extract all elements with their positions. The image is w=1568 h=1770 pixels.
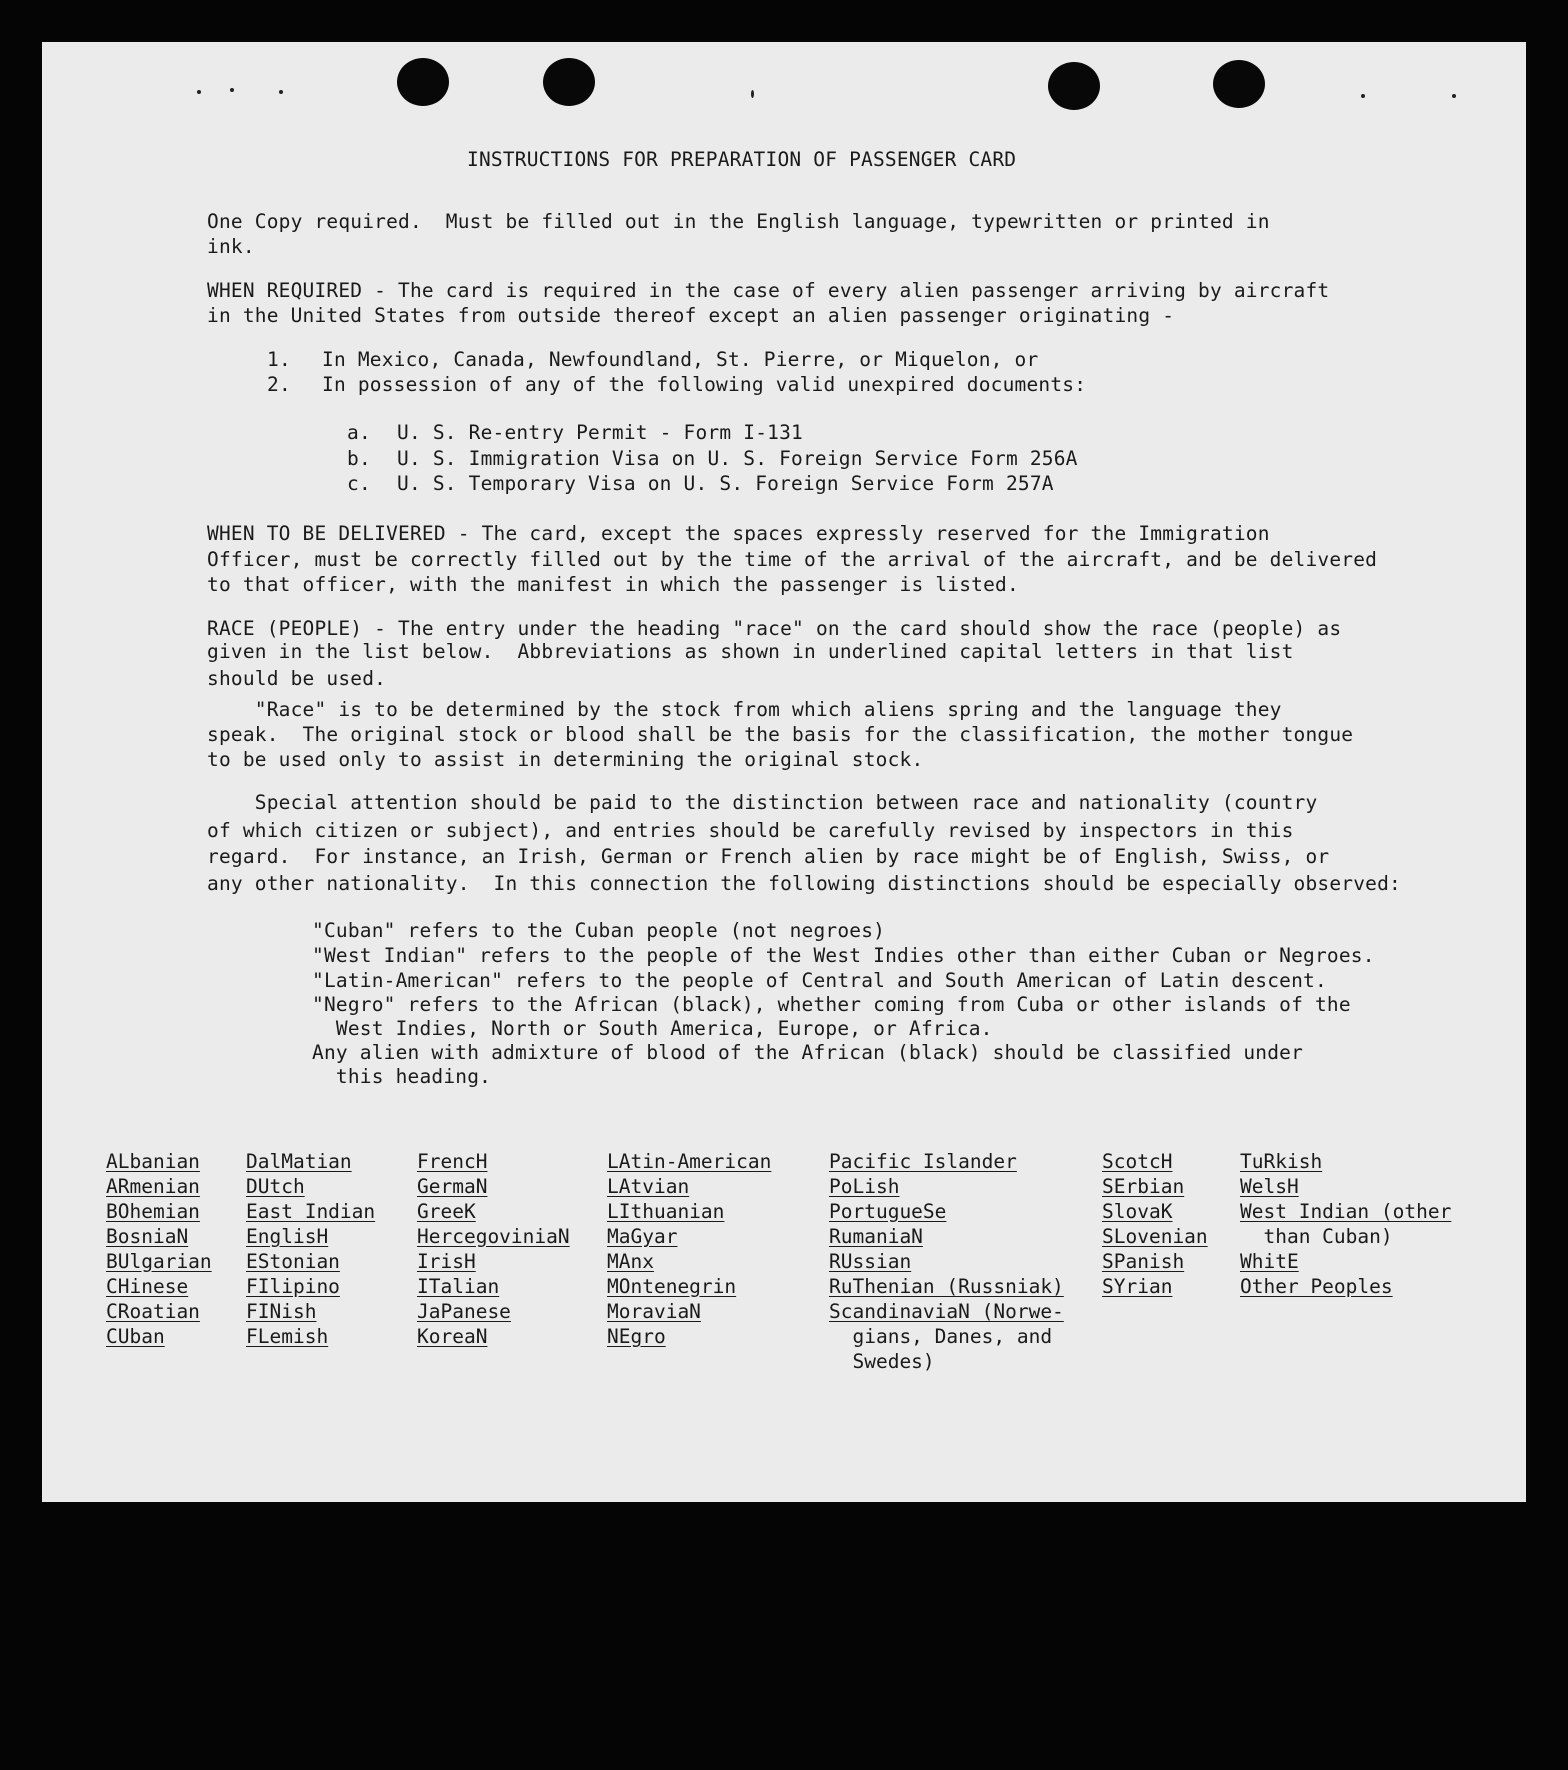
race-list-item: BOhemian xyxy=(106,1200,200,1223)
race-list-item: DalMatian xyxy=(246,1150,352,1173)
race-list-item: ITalian xyxy=(417,1275,500,1298)
punch-hole xyxy=(543,58,595,106)
race-list-item: West Indian (other xyxy=(1240,1200,1452,1223)
page-title: INSTRUCTIONS FOR PREPARATION OF PASSENGER CARD xyxy=(467,148,1017,171)
race-definition-line: to be used only to assist in determining the original stock. xyxy=(207,748,924,771)
race-list-item: SlovaK xyxy=(1102,1200,1173,1223)
race-line: RACE (PEOPLE) - The entry under the heading "race" on the card should show the race (people) as xyxy=(207,617,1342,640)
speck-mark xyxy=(197,90,201,94)
race-list-item: Swedes) xyxy=(829,1350,935,1373)
intro-line: ink. xyxy=(207,235,255,258)
distinction-line: Any alien with admixture of blood of the African (black) should be classified under xyxy=(312,1041,1304,1064)
origin-number: 1. xyxy=(267,348,291,371)
race-list-item: ALbanian xyxy=(106,1150,200,1173)
race-list-item: RUssian xyxy=(829,1250,912,1273)
race-list-column xyxy=(1240,1149,1451,1299)
race-list-item: Other Peoples xyxy=(1240,1275,1393,1298)
special-attention-line: any other nationality. In this connection the following distinctions should be especially observed: xyxy=(207,872,1401,895)
when-delivered-line: to that officer, with the manifest in which the passenger is listed. xyxy=(207,573,1019,596)
special-attention-line: regard. For instance, an Irish, German or French alien by race might be of English, Swiss, or xyxy=(207,845,1330,868)
speck-mark xyxy=(1361,94,1365,98)
race-list-item: ScandinaviaN (Norwe- xyxy=(829,1300,1064,1323)
punch-hole xyxy=(397,58,449,106)
race-list-item: EnglisH xyxy=(246,1225,329,1248)
race-list-item: GreeK xyxy=(417,1200,476,1223)
speck-mark xyxy=(751,90,754,98)
race-list-item: CUban xyxy=(106,1325,165,1348)
race-list-item: LAtvian xyxy=(607,1175,690,1198)
race-list-item: IrisH xyxy=(417,1250,476,1273)
origin-number: 2. xyxy=(267,373,291,396)
race-list-item: LIthuanian xyxy=(607,1200,725,1223)
when-required-line: in the United States from outside thereof except an alien passenger originating - xyxy=(207,304,1175,327)
race-list-item: ScotcH xyxy=(1102,1150,1173,1173)
when-delivered-line: WHEN TO BE DELIVERED - The card, except the spaces expressly reserved for the Immigration xyxy=(207,522,1270,545)
race-line: should be used. xyxy=(207,667,387,690)
race-definition-line: speak. The original stock or blood shall be the basis for the classification, the mother tongue xyxy=(207,723,1354,746)
race-list-item: SPanish xyxy=(1102,1250,1185,1273)
race-list-column xyxy=(417,1149,570,1349)
race-list-item: HercegoviniaN xyxy=(417,1225,570,1248)
race-list-item: EStonian xyxy=(246,1250,340,1273)
when-required-line: WHEN REQUIRED - The card is required in the case of every alien passenger arriving by aircraft xyxy=(207,279,1330,302)
document-text: U. S. Immigration Visa on U. S. Foreign Service Form 256A xyxy=(397,447,1078,470)
race-list-item: BUlgarian xyxy=(106,1250,212,1273)
distinction-line: this heading. xyxy=(312,1065,492,1088)
race-list-item: JaPanese xyxy=(417,1300,511,1323)
race-list-item: FLemish xyxy=(246,1325,329,1348)
document-letter: a. xyxy=(347,421,371,444)
intro-line: One Copy required. Must be filled out in the English language, typewritten or printed in xyxy=(207,210,1270,233)
race-list-column xyxy=(607,1149,771,1349)
race-list-item: NEgro xyxy=(607,1325,666,1348)
speck-mark xyxy=(1452,94,1456,98)
race-list-item: ARmenian xyxy=(106,1175,200,1198)
race-list-item: Pacific Islander xyxy=(829,1150,1017,1173)
race-list-item: RumaniaN xyxy=(829,1225,923,1248)
race-list-item: RuThenian (Russniak) xyxy=(829,1275,1064,1298)
race-list-column xyxy=(246,1149,375,1349)
race-list-item: CRoatian xyxy=(106,1300,200,1323)
origin-text: In Mexico, Canada, Newfoundland, St. Pierre, or Miquelon, or xyxy=(322,348,1039,371)
race-list-item: MoraviaN xyxy=(607,1300,701,1323)
race-list-item: FINish xyxy=(246,1300,317,1323)
punch-hole xyxy=(1213,60,1265,108)
race-list-item: DUtch xyxy=(246,1175,305,1198)
distinction-line: "Latin-American" refers to the people of Central and South American of Latin descent. xyxy=(312,969,1327,992)
race-list-item: MAnx xyxy=(607,1250,654,1273)
race-list-item: than Cuban) xyxy=(1240,1225,1393,1248)
race-list-item: MaGyar xyxy=(607,1225,678,1248)
race-list-column xyxy=(106,1149,212,1349)
document-text: U. S. Re-entry Permit - Form I-131 xyxy=(397,421,803,444)
speck-mark xyxy=(230,88,234,92)
race-list-item: FrencH xyxy=(417,1150,488,1173)
race-list-item: KoreaN xyxy=(417,1325,488,1348)
race-list-item: PortugueSe xyxy=(829,1200,947,1223)
race-list-item: WelsH xyxy=(1240,1175,1299,1198)
punch-hole xyxy=(1048,62,1100,110)
race-list-item: TuRkish xyxy=(1240,1150,1323,1173)
race-list-item: MOntenegrin xyxy=(607,1275,737,1298)
document-letter: c. xyxy=(347,472,371,495)
origin-text: In possession of any of the following valid unexpired documents: xyxy=(322,373,1087,396)
special-attention-line: Special attention should be paid to the distinction between race and nationality (country xyxy=(207,791,1318,814)
race-list-column xyxy=(829,1149,1064,1374)
race-list-item: SLovenian xyxy=(1102,1225,1208,1248)
when-delivered-line: Officer, must be correctly filled out by the time of the arrival of the aircraft, and be delivered xyxy=(207,548,1378,571)
race-list-item: GermaN xyxy=(417,1175,488,1198)
race-list-item: LAtin-American xyxy=(607,1150,772,1173)
race-list-item: East Indian xyxy=(246,1200,376,1223)
distinction-line: "Negro" refers to the African (black), whether coming from Cuba or other islands of the xyxy=(312,993,1351,1016)
race-list-item: PoLish xyxy=(829,1175,900,1198)
race-list-item: WhitE xyxy=(1240,1250,1299,1273)
speck-mark xyxy=(279,90,283,94)
race-line: given in the list below. Abbreviations as shown in underlined capital letters in that list xyxy=(207,640,1294,663)
distinction-line: "West Indian" refers to the people of the West Indies other than either Cuban or Negroes. xyxy=(312,944,1375,967)
race-list-item: BosniaN xyxy=(106,1225,189,1248)
distinction-line: West Indies, North or South America, Europe, or Africa. xyxy=(312,1017,993,1040)
race-list-item: gians, Danes, and xyxy=(829,1325,1053,1348)
special-attention-line: of which citizen or subject), and entries should be carefully revised by inspectors in this xyxy=(207,819,1294,842)
document-text: U. S. Temporary Visa on U. S. Foreign Service Form 257A xyxy=(397,472,1054,495)
race-list-item: FIlipino xyxy=(246,1275,340,1298)
race-list-item: CHinese xyxy=(106,1275,189,1298)
race-list-item: SErbian xyxy=(1102,1175,1185,1198)
race-list-column xyxy=(1102,1149,1208,1299)
distinction-line: "Cuban" refers to the Cuban people (not negroes) xyxy=(312,919,886,942)
document-page xyxy=(42,42,1526,1502)
race-definition-line: "Race" is to be determined by the stock from which aliens spring and the language they xyxy=(207,698,1282,721)
document-letter: b. xyxy=(347,447,371,470)
race-list-item: SYrian xyxy=(1102,1275,1173,1298)
